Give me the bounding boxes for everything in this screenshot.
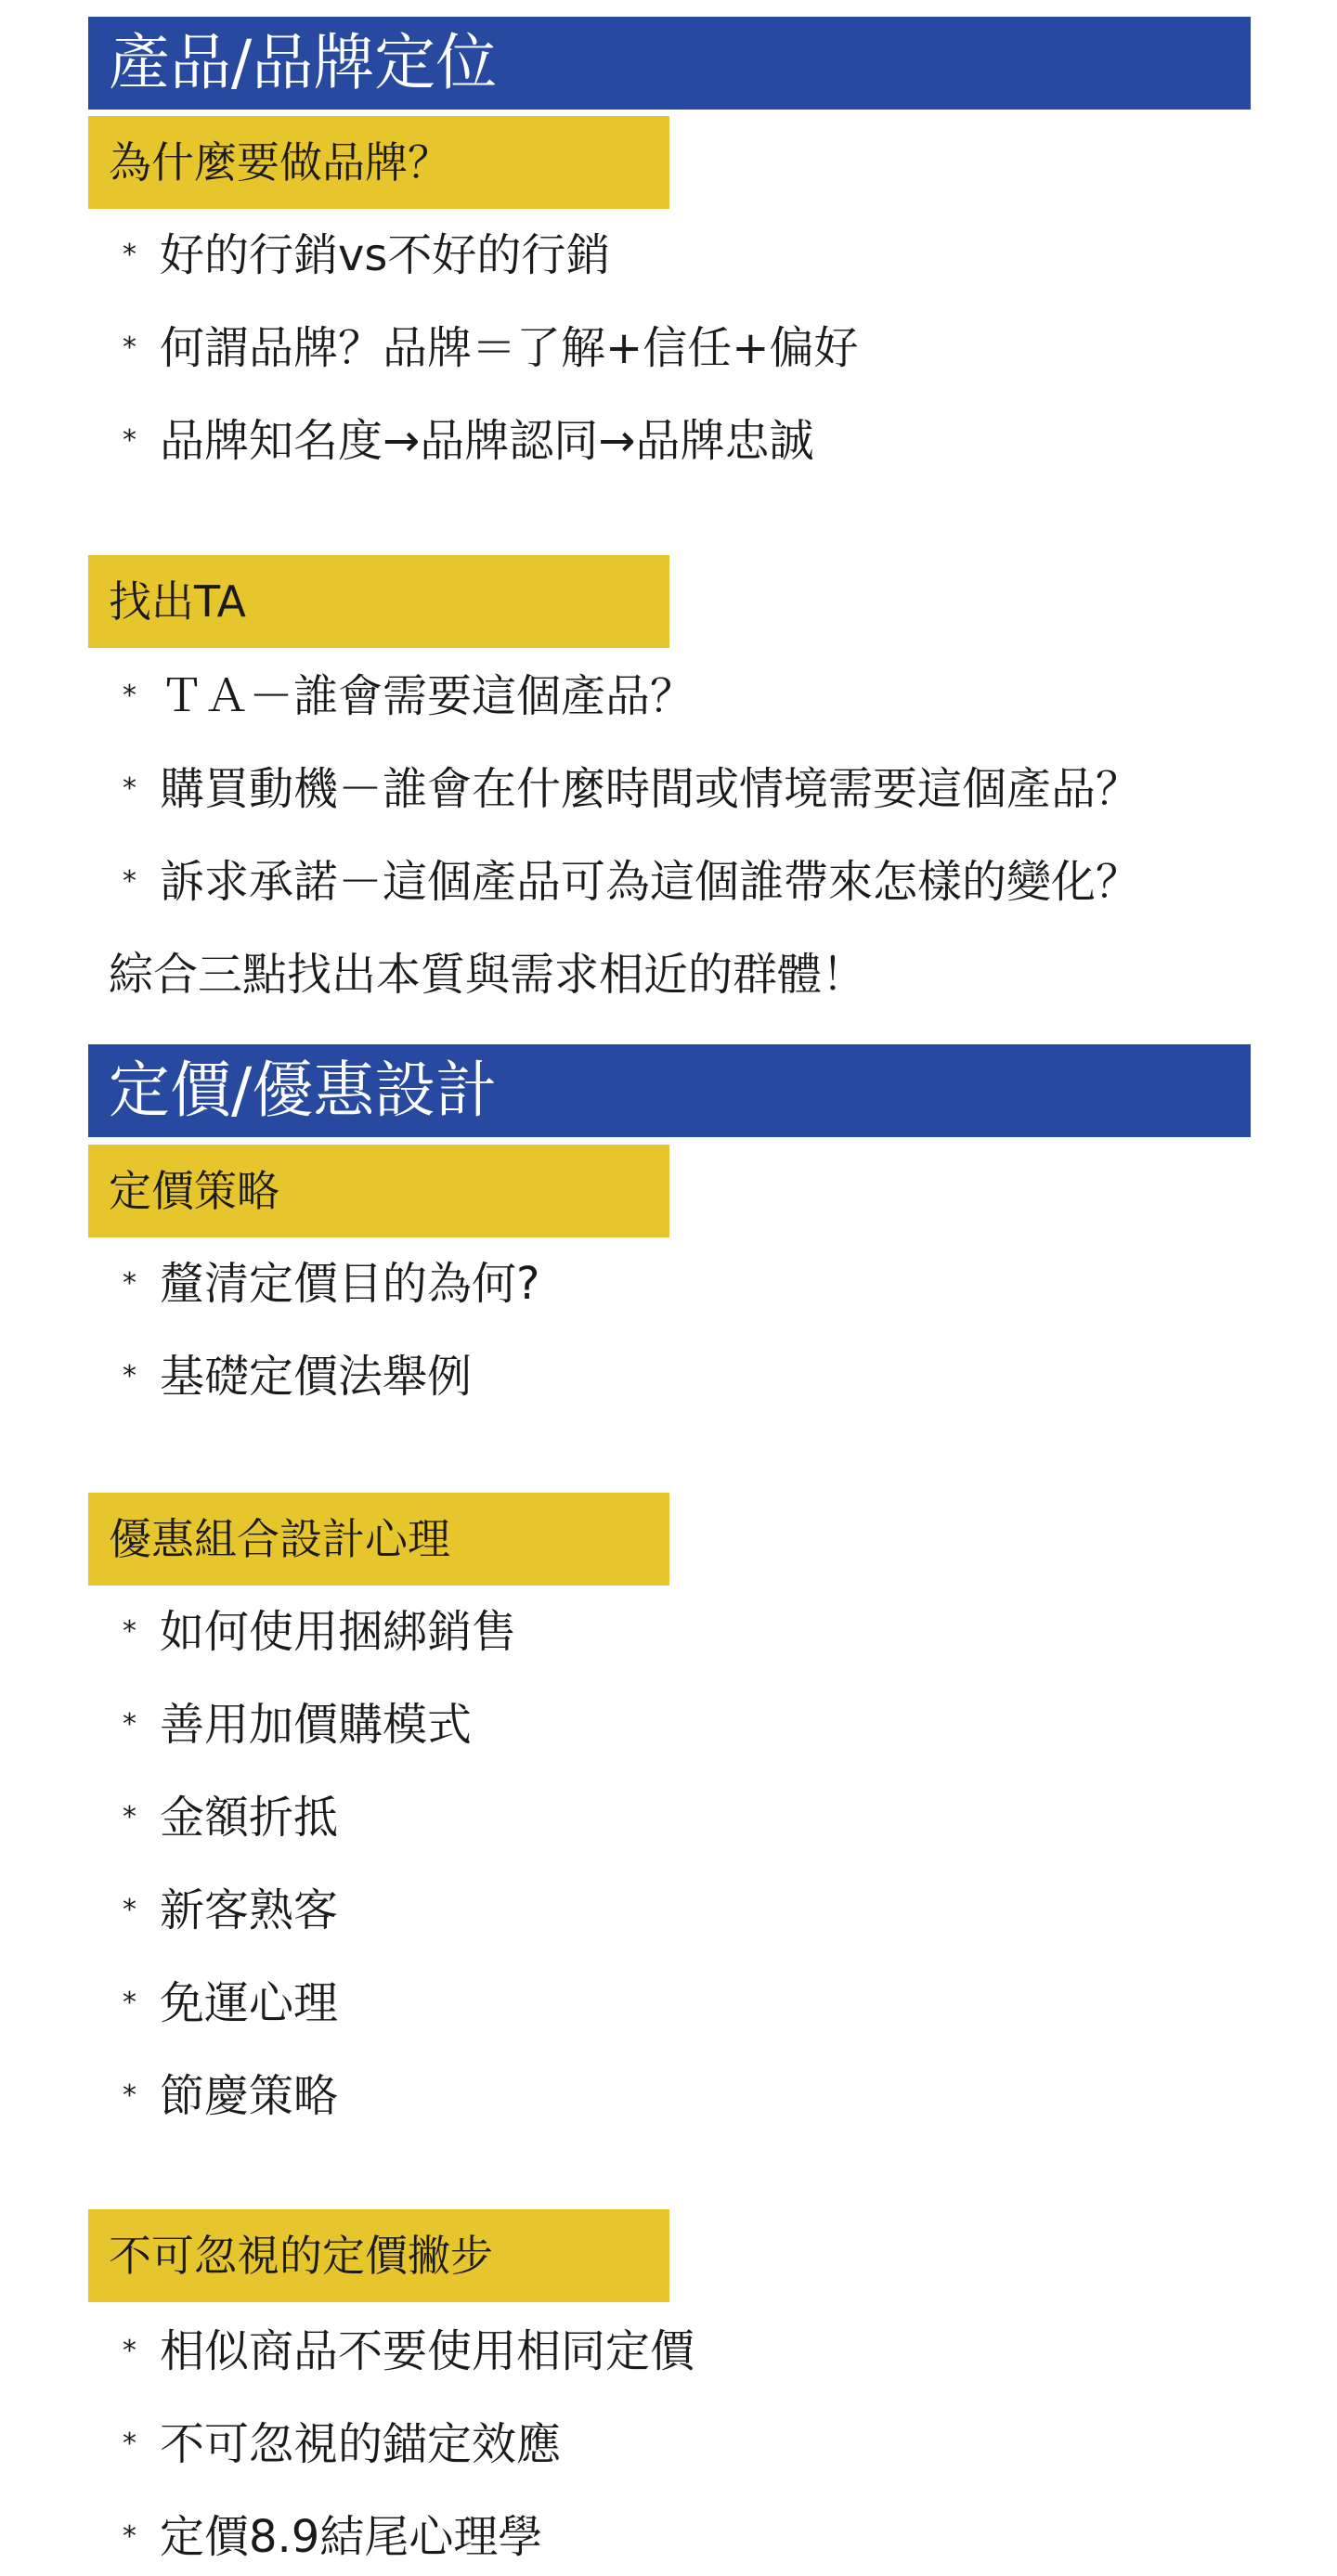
bullet-icon: * [123, 680, 136, 712]
list-item [123, 854, 1140, 910]
list-item-text: 好的行銷vs不好的行銷 [160, 229, 611, 281]
list-item-text: 不可忽視的錨定效應 [160, 2418, 562, 2470]
list-item-text: 新客熟客 [160, 1884, 339, 1936]
bullet-icon: * [123, 424, 136, 457]
bullet-icon: * [123, 2427, 136, 2460]
subheading-pricing-tips [88, 2209, 669, 2302]
subheading-pricing-strategy [88, 1145, 669, 1237]
bullet-icon: * [123, 1801, 136, 1833]
bullet-icon: * [123, 239, 136, 271]
list-item [123, 1883, 338, 1938]
list-item [123, 2068, 338, 2124]
list-item-text: 訴求承諾－這個產品可為這個誰帶來怎樣的變化？ [160, 856, 1141, 908]
list-item-text: 相似商品不要使用相同定價 [160, 2325, 695, 2377]
list-item-text: 善用加價購模式 [160, 1699, 473, 1751]
section-title: 產品/品牌定位 [109, 27, 498, 98]
list-item [123, 668, 694, 724]
list-item [123, 1790, 338, 1845]
section-title: 定價/優惠設計 [109, 1055, 498, 1126]
bullet-icon: * [123, 1267, 136, 1300]
subheading-discount-psychology [88, 1493, 669, 1586]
subheading-label: 找出TA [109, 576, 246, 627]
list-item [123, 2416, 561, 2472]
summary-text: 綜合三點找出本質與需求相近的群體！ [109, 949, 867, 1001]
list-item [123, 1349, 472, 1405]
list-item [123, 1604, 516, 1660]
bullet-icon: * [123, 2079, 136, 2112]
bullet-icon: * [123, 1894, 136, 1926]
bullet-icon: * [123, 1615, 136, 1648]
list-item-text: 購買動機－誰會在什麼時間或情境需要這個產品？ [160, 763, 1141, 815]
list-item-text: 免運心理 [160, 1977, 339, 2029]
subheading-find-ta [88, 555, 669, 648]
list-item [123, 2509, 542, 2565]
list-item [123, 1975, 338, 2031]
bullet-icon: * [123, 865, 136, 898]
bullet-icon: * [123, 1360, 136, 1392]
section-banner-pricing-design [88, 1044, 1251, 1137]
list-item-text: 何謂品牌？品牌＝了解+信任+偏好 [160, 322, 859, 374]
list-item-text: 品牌知名度→品牌認同→品牌忠誠 [160, 415, 814, 467]
list-item-text: 定價8.9結尾心理學 [160, 2511, 543, 2563]
bullet-icon: * [123, 1987, 136, 2019]
list-item-text: 金額折抵 [160, 1792, 339, 1844]
subheading-label: 為什麼要做品牌？ [109, 137, 450, 188]
bullet-icon: * [123, 331, 136, 364]
subheading-label: 不可忽視的定價撇步 [109, 2231, 493, 2281]
list-item [123, 227, 610, 283]
subheading-label: 優惠組合設計心理 [109, 1514, 450, 1564]
bullet-icon: * [123, 2520, 136, 2553]
list-item-text: 節慶策略 [160, 2070, 339, 2122]
list-item-text: 釐清定價目的為何? [160, 1258, 540, 1310]
list-item [123, 1256, 539, 1312]
subheading-why-brand [88, 116, 669, 209]
list-item [123, 1697, 472, 1753]
list-item [123, 413, 813, 469]
list-item-text: 如何使用捆綁銷售 [160, 1606, 517, 1658]
list-item [123, 320, 858, 376]
list-item [123, 2324, 694, 2379]
bullet-icon: * [123, 1708, 136, 1741]
list-item-text: 基礎定價法舉例 [160, 1351, 473, 1403]
subheading-label: 定價策略 [109, 1166, 279, 1216]
section-banner-brand-positioning [88, 17, 1251, 110]
list-item [123, 761, 1140, 817]
list-item-text: ＴＡ－誰會需要這個產品？ [160, 670, 695, 722]
bullet-icon: * [123, 772, 136, 805]
bullet-icon: * [123, 2335, 136, 2367]
